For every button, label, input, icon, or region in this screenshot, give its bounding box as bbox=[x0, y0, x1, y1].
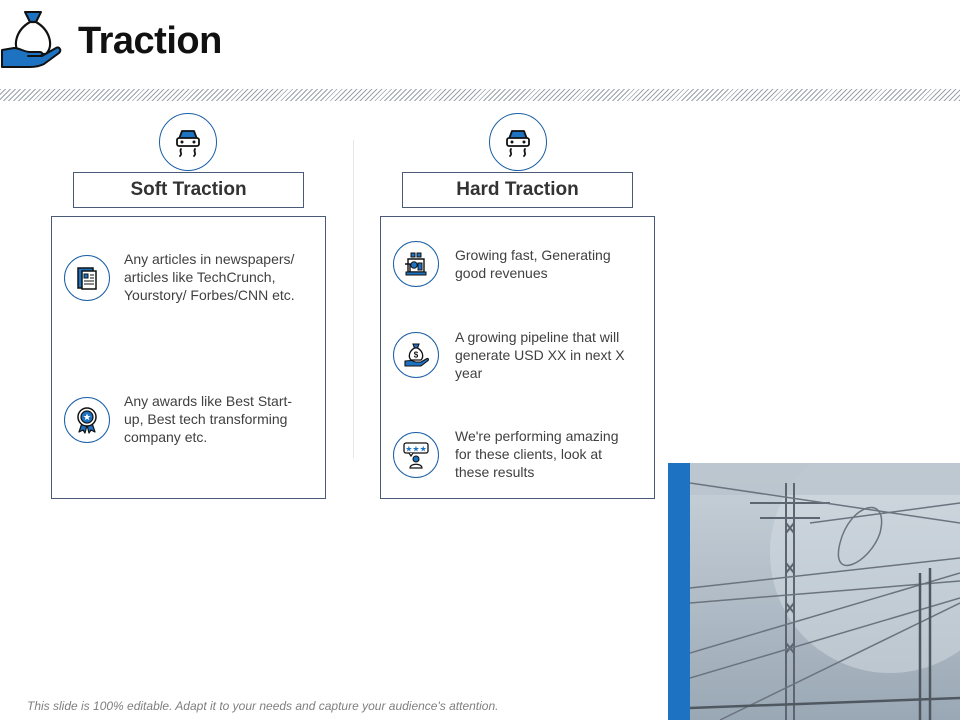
page-title: Traction bbox=[78, 20, 222, 62]
award-badge-icon bbox=[64, 397, 110, 443]
newspaper-icon bbox=[64, 255, 110, 301]
svg-text:$: $ bbox=[413, 350, 419, 360]
hard-item-pipeline-text: A growing pipeline that will generate USD XX in next X year bbox=[455, 329, 625, 381]
soft-item-awards-text: Any awards like Best Start-up, Best tech transforming company etc. bbox=[124, 393, 293, 445]
soft-item-articles-text: Any articles in newspapers/ articles like TechCrunch, Yourstory/ Forbes/CNN etc. bbox=[124, 251, 295, 303]
money-bag-hand-icon bbox=[393, 332, 439, 378]
revenue-growth-icon bbox=[393, 241, 439, 287]
client-rating-icon bbox=[393, 432, 439, 478]
soft-traction-heading: Soft Traction bbox=[73, 172, 304, 208]
soft-traction-car-icon bbox=[159, 113, 217, 171]
header-hatch-divider bbox=[0, 89, 960, 101]
hard-traction-heading: Hard Traction bbox=[402, 172, 633, 208]
photo-accent-bar bbox=[668, 463, 690, 720]
hard-item-clients-text: We're performing amazing for these clients, look at these results bbox=[455, 428, 619, 480]
power-lines-photo bbox=[690, 463, 960, 720]
hard-item-growing-text: Growing fast, Generating good revenues bbox=[455, 247, 611, 281]
money-bag-hand-logo-icon bbox=[0, 8, 62, 72]
hard-traction-car-icon bbox=[489, 113, 547, 171]
column-divider bbox=[353, 140, 354, 458]
footer-note: This slide is 100% editable. Adapt it to your needs and capture your audience's attention. bbox=[27, 699, 499, 713]
svg-text:★★★: ★★★ bbox=[405, 444, 427, 454]
